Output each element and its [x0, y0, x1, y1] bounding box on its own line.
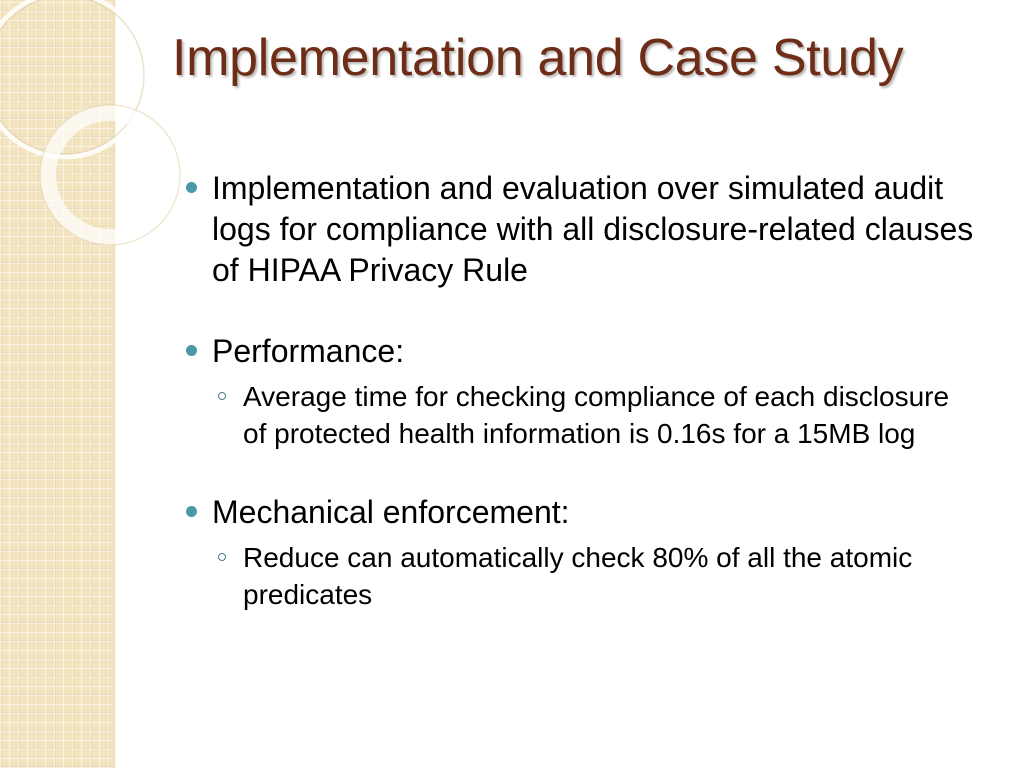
bullet-item [184, 492, 974, 613]
filled-circle-bullet-icon [186, 345, 197, 356]
sub-bullet-list [212, 539, 974, 613]
decorative-ring-thick [48, 113, 172, 237]
slide-body [184, 168, 974, 613]
sub-bullet-text: Reduce can automatically check 80% of all the atomic predicates [243, 542, 913, 610]
bullet-text: Implementation and evaluation over simulated audit logs for compliance with all disclosure-related clauses of HIPAA Privacy Rule [212, 170, 974, 288]
hollow-circle-bullet-icon [218, 392, 226, 400]
hollow-circle-bullet-icon [218, 553, 226, 561]
bullet-item [184, 168, 974, 291]
bullet-text: Performance: [212, 333, 405, 369]
filled-circle-bullet-icon [186, 506, 197, 517]
sub-bullet-text: Average time for checking compliance of each disclosure of protected health information is 0.16s for a 15MB log [243, 381, 950, 449]
bullet-item [184, 331, 974, 452]
decorative-ring-thick-outline [40, 105, 180, 245]
sub-bullet-item [212, 539, 974, 613]
decorative-rings [0, 0, 200, 260]
sub-bullet-item [212, 378, 974, 452]
sub-bullet-list [212, 378, 974, 452]
filled-circle-bullet-icon [186, 182, 197, 193]
bullet-list [184, 168, 974, 613]
bullet-text: Mechanical enforcement: [212, 494, 570, 530]
slide-title: Implementation and Case Study [172, 29, 904, 87]
